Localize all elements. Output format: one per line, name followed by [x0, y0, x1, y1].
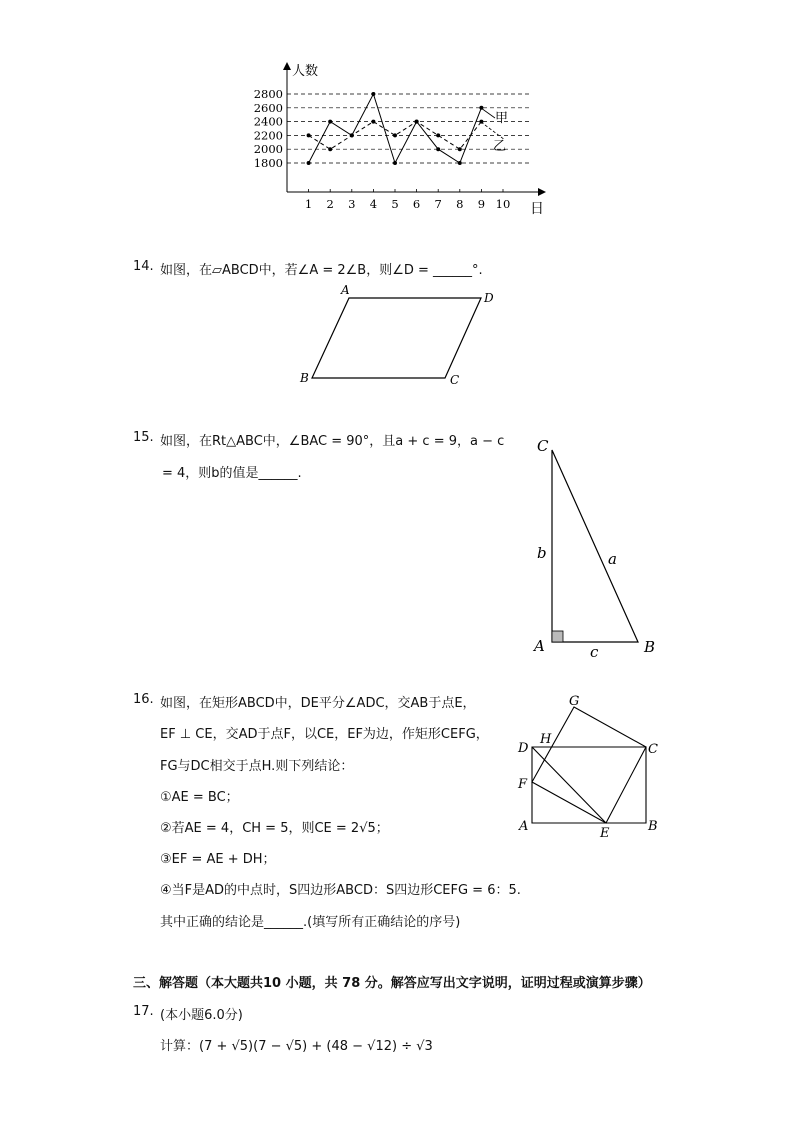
q17-number: 17. — [133, 1004, 154, 1019]
y-tick-2600: 2600 — [253, 100, 283, 115]
label-C: C — [450, 373, 460, 387]
legend-jia-pointer — [481, 108, 495, 118]
series-line-jia — [309, 94, 482, 163]
point-yi-6 — [415, 120, 419, 124]
point-jia-5 — [393, 161, 397, 165]
q17-calc: 计算：(7 + √5)(7 − √5) + (48 − √12) ÷ √3 — [160, 1039, 433, 1054]
right-triangle-figure — [520, 430, 670, 660]
y-tick-2800: 2800 — [253, 87, 283, 101]
point-yi-1 — [307, 133, 311, 137]
y-tick-2400: 2400 — [253, 114, 283, 129]
x-tick-8: 8 — [456, 197, 464, 211]
point-yi-2 — [328, 147, 332, 151]
q16-conclusion-1: ①AE = BC； — [160, 790, 239, 805]
label-b: b — [537, 544, 547, 562]
x-tick-6: 6 — [412, 197, 421, 211]
label-H: H — [540, 732, 552, 747]
q16-line3: FG与DC相交于点H.则下列结论： — [160, 759, 354, 774]
q15-line2: = 4，则b的值是______. — [162, 466, 302, 481]
point-yi-8 — [458, 147, 462, 151]
x-tick-7: 7 — [434, 197, 442, 211]
y-tick-2200: 2200 — [253, 128, 283, 143]
label-D: D — [484, 291, 494, 305]
x-tick-5: 5 — [391, 197, 399, 211]
q16-conclusion-3: ③EF = AE + DH； — [160, 852, 276, 867]
q16-number: 16. — [133, 692, 154, 707]
label-E: E — [600, 826, 610, 840]
point-jia-8 — [458, 161, 462, 165]
x-tick-10: 10 — [495, 197, 511, 211]
y-tick-2000: 2000 — [253, 142, 283, 157]
label-A: A — [341, 283, 350, 297]
legend-yi: 乙 — [493, 139, 507, 154]
x-axis-label: 日 — [530, 201, 544, 217]
label-B: B — [644, 638, 656, 656]
y-tick-labels — [254, 87, 283, 170]
legend-jia: 甲 — [495, 111, 509, 126]
q16-ask: 其中正确的结论是______.(填写所有正确结论的序号) — [160, 915, 461, 930]
y-tick-1800: 1800 — [253, 156, 283, 170]
y-axis-arrow — [283, 62, 291, 70]
y-axis-label: 人数 — [292, 64, 319, 79]
label-c: c — [590, 643, 599, 660]
label-C: C — [537, 437, 549, 455]
point-jia-4 — [371, 92, 375, 96]
point-jia-7 — [436, 147, 440, 151]
point-yi-4 — [371, 120, 375, 124]
line-chart — [0, 0, 794, 230]
label-A: A — [519, 819, 529, 834]
q15-number: 15. — [133, 430, 154, 445]
label-C: C — [648, 742, 658, 757]
q17-score: (本小题6.0分) — [160, 1008, 243, 1023]
q16-conclusion-4: ④当F是AD的中点时，S四边形ABCD：S四边形CEFG = 6：5. — [160, 883, 521, 898]
section-heading: 三、解答题（本大题共10 小题，共 78 分。解答应写出文字说明，证明过程或演算步骤） — [133, 976, 651, 991]
q14-number: 14. — [133, 259, 154, 274]
label-D: D — [518, 741, 529, 756]
q14-text: 如图，在▱ABCD中，若∠A = 2∠B，则∠D = ______°. — [160, 263, 483, 278]
label-a: a — [608, 550, 617, 568]
q16-line1: 如图，在矩形ABCD中，DE平分∠ADC，交AB于点E， — [160, 696, 476, 711]
q16-line2: EF ⊥ CE，交AD于点F，以CE，EF为边，作矩形CEFG， — [160, 727, 489, 742]
x-axis-arrow — [538, 188, 546, 196]
label-F: F — [518, 777, 528, 792]
x-tick-1: 1 — [304, 197, 313, 211]
x-tick-3: 3 — [348, 197, 356, 211]
label-A: A — [534, 637, 545, 655]
chart-series — [307, 92, 484, 165]
point-yi-3 — [350, 133, 354, 137]
rectangle-figure — [510, 690, 670, 840]
label-G: G — [569, 694, 580, 709]
parallelogram-figure — [290, 280, 510, 390]
label-B: B — [648, 819, 658, 834]
point-yi-7 — [436, 133, 440, 137]
point-jia-1 — [307, 161, 311, 165]
x-tick-2: 2 — [326, 197, 334, 211]
label-B: B — [300, 371, 309, 385]
point-jia-2 — [328, 120, 332, 124]
x-tick-4: 4 — [369, 197, 378, 211]
q16-conclusion-2: ②若AE = 4，CH = 5，则CE = 2√5； — [160, 821, 389, 836]
x-tick-9: 9 — [477, 197, 486, 211]
point-yi-5 — [393, 133, 397, 137]
q15-line1: 如图，在Rt△ABC中，∠BAC = 90°，且a + c = 9，a − c — [160, 434, 505, 449]
